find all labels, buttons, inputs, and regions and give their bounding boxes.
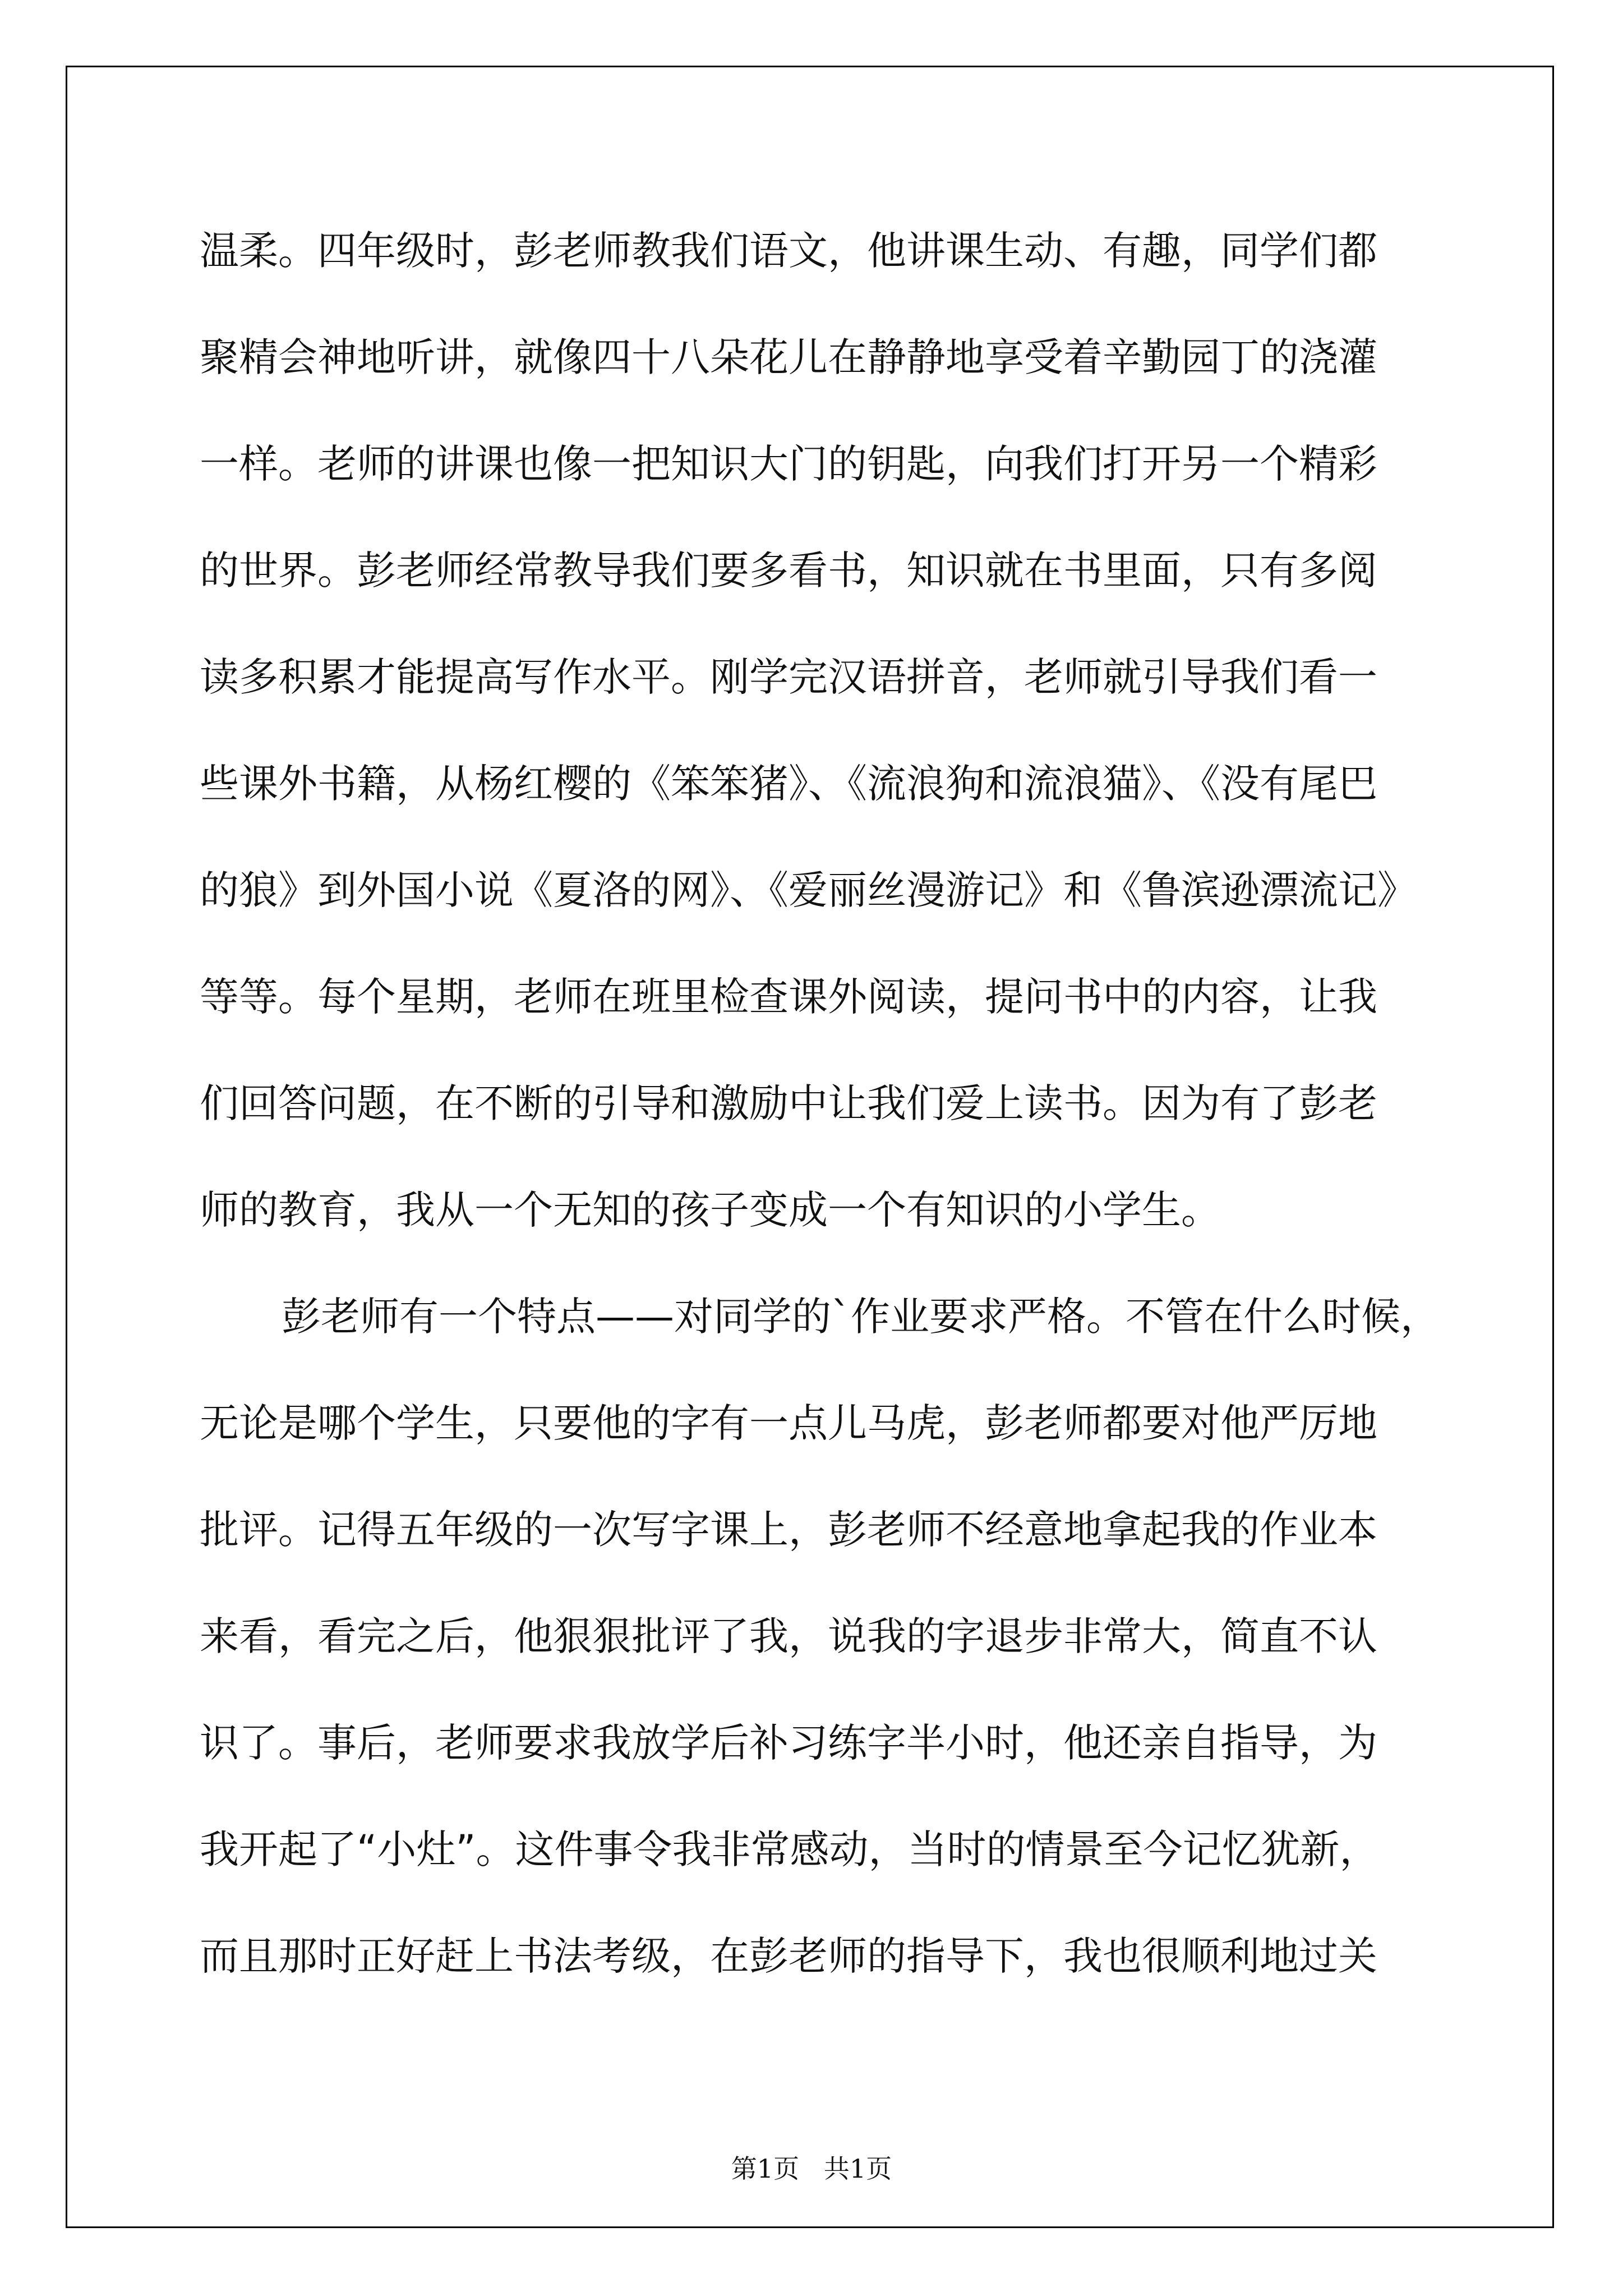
text-line: 的狼》到外国小说《夏洛的网》、《爱丽丝漫游记》和《鲁滨逊漂流记》 <box>200 867 1417 913</box>
text-line: 无论是哪个学生，只要他的字有一点儿马虎，彭老师都要对他严厉地 <box>200 1400 1377 1446</box>
page-number-footer: 第1页 共1页 <box>731 2154 892 2184</box>
text-line: 我开起了“小灶”。这件事令我非常感动，当时的情景至今记忆犹新， <box>200 1826 1379 1872</box>
text-line: 的世界。彭老师经常教导我们要多看书，知识就在书里面，只有多阅 <box>200 547 1377 593</box>
text-line: 温柔。四年级时，彭老师教我们语文，他讲课生动、有趣，同学们都 <box>200 228 1377 274</box>
text-line: 一样。老师的讲课也像一把知识大门的钥匙，向我们打开另一个精彩 <box>200 441 1377 487</box>
text-line: 批评。记得五年级的一次写字课上，彭老师不经意地拿起我的作业本 <box>200 1507 1377 1553</box>
text-line: 彭老师有一个特点——对同学的`作业要求严格。不管在什么时候， <box>282 1294 1440 1340</box>
text-line: 师的教育，我从一个无知的孩子变成一个有知识的小学生。 <box>200 1187 1220 1233</box>
text-line: 等等。每个星期，老师在班里检查课外阅读，提问书中的内容，让我 <box>200 974 1377 1020</box>
text-line: 们回答问题，在不断的引导和激励中让我们爱上读书。因为有了彭老 <box>200 1080 1377 1126</box>
text-line: 聚精会神地听讲，就像四十八朵花儿在静静地享受着辛勤园丁的浇灌 <box>200 334 1377 380</box>
text-line: 些课外书籍，从杨红樱的《笨笨猪》、《流浪狗和流浪猫》、《没有尾巴 <box>200 761 1377 807</box>
text-line: 而且那时正好赶上书法考级，在彭老师的指导下，我也很顺利地过关 <box>200 1933 1377 1979</box>
text-line: 识了。事后，老师要求我放学后补习练字半小时，他还亲自指导，为 <box>200 1720 1377 1766</box>
text-line: 来看，看完之后，他狠狠批评了我，说我的字退步非常大，简直不认 <box>200 1613 1377 1659</box>
text-line: 读多积累才能提高写作水平。刚学完汉语拼音，老师就引导我们看一 <box>200 654 1377 700</box>
